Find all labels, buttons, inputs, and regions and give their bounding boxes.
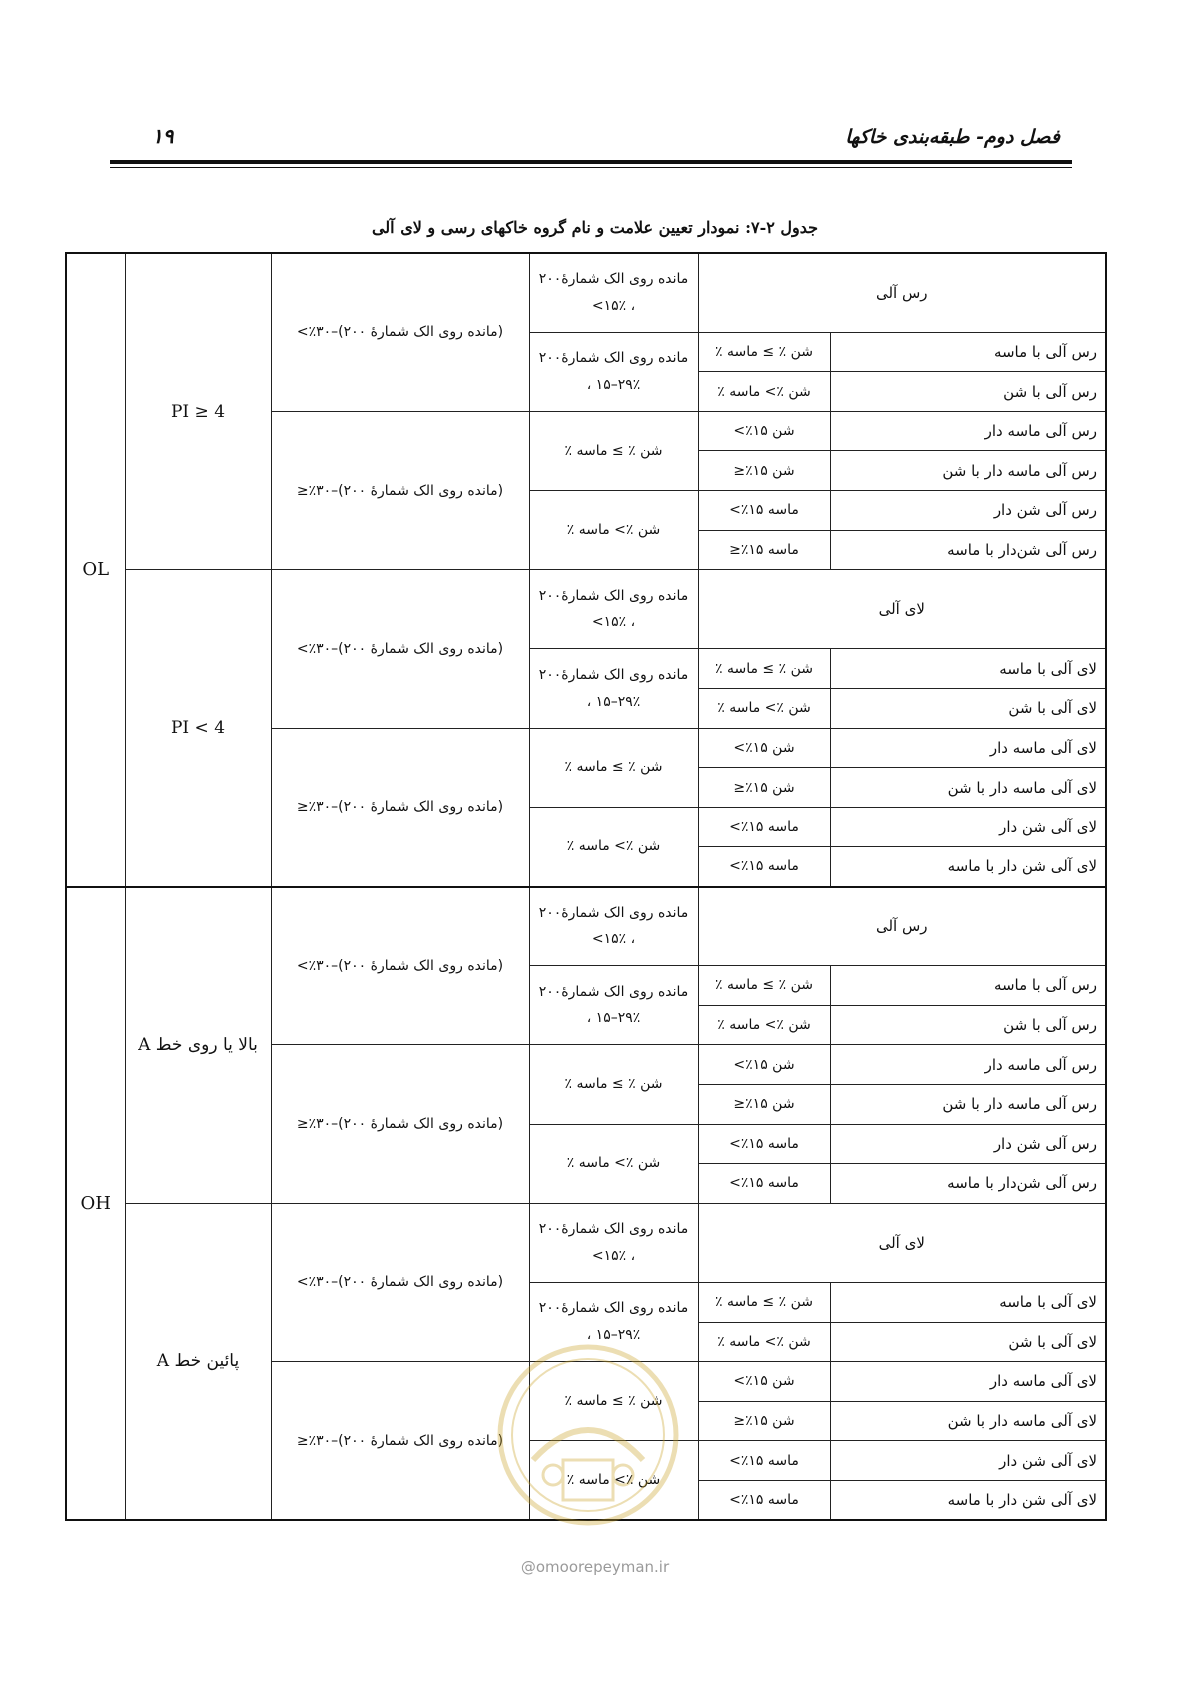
sub-sand-ge-gravel: شن ٪ ≥ ماسه ٪ xyxy=(529,411,698,490)
group-name: لای آلی ماسه دار با شن xyxy=(830,1401,1106,1441)
group-name: لای آلی با شن xyxy=(830,689,1106,729)
table-row xyxy=(66,887,1106,927)
header-rule-thick xyxy=(110,160,1072,164)
fraction: ماسه ۱۵٪> xyxy=(698,491,830,531)
fraction: ماسه ۱۵٪> xyxy=(698,847,830,887)
fraction: شن ٪ ≥ ماسه ٪ xyxy=(698,649,830,689)
condition-pi-ge-4: PI ≥ 4 xyxy=(125,253,271,570)
group-name: رس آلی شن دار xyxy=(830,491,1106,531)
retained-lt30: (مانده روی الک شمارهٔ ۲۰۰)–۳۰٪> xyxy=(271,1203,529,1361)
group-symbol-oh: OH xyxy=(66,887,125,1521)
classification-table xyxy=(65,252,1107,1521)
group-name: لای آلی xyxy=(698,1203,1106,1282)
group-name: لای آلی با ماسه xyxy=(830,649,1106,689)
group-name: لای آلی شن دار با ماسه xyxy=(830,847,1106,887)
retained-lt30: (مانده روی الک شمارهٔ ۲۰۰)–۳۰٪> xyxy=(271,253,529,411)
fraction: شن ۱۵٪> xyxy=(698,411,830,451)
condition-pi-lt-4: PI < 4 xyxy=(125,570,271,887)
group-name: رس آلی با ماسه xyxy=(830,966,1106,1006)
group-name: لای آلی با ماسه xyxy=(830,1282,1106,1322)
sub-sand-ge-gravel: شن ٪ ≥ ماسه ٪ xyxy=(529,728,698,807)
sub-sand-lt-gravel: شن ٪> ماسه ٪ xyxy=(529,807,698,886)
group-name: لای آلی xyxy=(698,570,1106,649)
fraction: شن ٪> ماسه ٪ xyxy=(698,1322,830,1362)
sub-sand-ge-gravel: شن ٪ ≥ ماسه ٪ xyxy=(529,1362,698,1441)
fraction: شن ٪ ≥ ماسه ٪ xyxy=(698,332,830,372)
fraction: شن ۱۵٪≤ xyxy=(698,451,830,491)
fraction: ماسه ۱۵٪> xyxy=(698,807,830,847)
condition-below-a-line: پائین خط A xyxy=(125,1203,271,1520)
fraction: شن ٪> ماسه ٪ xyxy=(698,372,830,412)
fraction: شن ۱۵٪≤ xyxy=(698,768,830,808)
sub-mid: مانده روی الک شمارهٔ۲۰۰ ۲۹٪–۱۵ ، xyxy=(529,1282,698,1361)
group-name: رس آلی با ماسه xyxy=(830,332,1106,372)
table-row xyxy=(66,1203,1106,1243)
fraction: شن ۱۵٪≤ xyxy=(698,1401,830,1441)
fraction: ماسه ۱۵٪> xyxy=(698,1441,830,1481)
group-name: رس آلی شن‌دار با ماسه xyxy=(830,530,1106,570)
group-name: لای آلی ماسه دار xyxy=(830,1362,1106,1402)
retained-ge30: (مانده روی الک شمارهٔ ۲۰۰)–۳۰٪≤ xyxy=(271,728,529,886)
fraction: شن ٪> ماسه ٪ xyxy=(698,689,830,729)
sub-lt15: مانده روی الک شمارهٔ۲۰۰ ، ۱۵٪> xyxy=(529,1203,698,1282)
sub-lt15: مانده روی الک شمارهٔ۲۰۰ ، ۱۵٪> xyxy=(529,887,698,966)
retained-ge30: (مانده روی الک شمارهٔ ۲۰۰)–۳۰٪≤ xyxy=(271,1045,529,1203)
fraction: شن ٪ ≥ ماسه ٪ xyxy=(698,1282,830,1322)
group-name: رس آلی xyxy=(698,887,1106,966)
retained-ge30: (مانده روی الک شمارهٔ ۲۰۰)–۳۰٪≤ xyxy=(271,411,529,569)
group-name: رس آلی ماسه دار با شن xyxy=(830,1084,1106,1124)
header-rule-thin xyxy=(110,167,1072,168)
group-name: رس آلی ماسه دار xyxy=(830,411,1106,451)
group-name: رس آلی با شن xyxy=(830,1005,1106,1045)
sub-mid: مانده روی الک شمارهٔ۲۰۰ ۲۹٪–۱۵ ، xyxy=(529,966,698,1045)
fraction: ماسه ۱۵٪> xyxy=(698,1164,830,1204)
group-name: رس آلی شن دار xyxy=(830,1124,1106,1164)
page-number: ۱۹ xyxy=(152,124,174,148)
group-name: لای آلی با شن xyxy=(830,1322,1106,1362)
chapter-title: فصل دوم- طبقه‌بندی خاکها xyxy=(845,126,1060,148)
group-name: لای آلی ماسه دار با شن xyxy=(830,768,1106,808)
table-caption: جدول ۲-۷: نمودار تعیین علامت و نام گروه خاکهای رسی و لای آلی xyxy=(371,218,819,237)
table-row xyxy=(66,253,1106,293)
table-row xyxy=(66,570,1106,610)
group-name: رس آلی با شن xyxy=(830,372,1106,412)
fraction: ماسه ۱۵٪> xyxy=(698,1480,830,1520)
group-name: رس آلی xyxy=(698,253,1106,332)
fraction: شن ۱۵٪> xyxy=(698,1045,830,1085)
sub-mid: مانده روی الک شمارهٔ۲۰۰ ۲۹٪–۱۵ ، xyxy=(529,649,698,728)
group-name: رس آلی ماسه دار xyxy=(830,1045,1106,1085)
retained-ge30: (مانده روی الک شمارهٔ ۲۰۰)–۳۰٪≤ xyxy=(271,1362,529,1520)
condition-above-a-line: بالا یا روی خط A xyxy=(125,887,271,1204)
sub-mid: مانده روی الک شمارهٔ۲۰۰ ۲۹٪–۱۵ ، xyxy=(529,332,698,411)
fraction: شن ٪> ماسه ٪ xyxy=(698,1005,830,1045)
sub-sand-lt-gravel: شن ٪> ماسه ٪ xyxy=(529,1441,698,1520)
group-name: لای آلی شن دار با ماسه xyxy=(830,1480,1106,1520)
group-name: لای آلی ماسه دار xyxy=(830,728,1106,768)
fraction: شن ۱۵٪≤ xyxy=(698,1084,830,1124)
sub-sand-lt-gravel: شن ٪> ماسه ٪ xyxy=(529,491,698,570)
sub-sand-lt-gravel: شن ٪> ماسه ٪ xyxy=(529,1124,698,1203)
group-name: رس آلی شن‌دار با ماسه xyxy=(830,1164,1106,1204)
group-name: لای آلی شن دار xyxy=(830,807,1106,847)
group-name: لای آلی شن دار xyxy=(830,1441,1106,1481)
watermark-site: @omoorepeyman.ir xyxy=(520,1558,670,1576)
group-symbol-ol: OL xyxy=(66,253,125,887)
fraction: شن ٪ ≥ ماسه ٪ xyxy=(698,966,830,1006)
fraction: ماسه ۱۵٪> xyxy=(698,1124,830,1164)
sub-sand-ge-gravel: شن ٪ ≥ ماسه ٪ xyxy=(529,1045,698,1124)
fraction: ماسه ۱۵٪≤ xyxy=(698,530,830,570)
group-name: رس آلی ماسه دار با شن xyxy=(830,451,1106,491)
fraction: شن ۱۵٪> xyxy=(698,1362,830,1402)
retained-lt30: (مانده روی الک شمارهٔ ۲۰۰)–۳۰٪> xyxy=(271,887,529,1045)
sub-lt15: مانده روی الک شمارهٔ۲۰۰ ، ۱۵٪> xyxy=(529,253,698,332)
fraction: شن ۱۵٪> xyxy=(698,728,830,768)
retained-lt30: (مانده روی الک شمارهٔ ۲۰۰)–۳۰٪> xyxy=(271,570,529,728)
sub-lt15: مانده روی الک شمارهٔ۲۰۰ ، ۱۵٪> xyxy=(529,570,698,649)
